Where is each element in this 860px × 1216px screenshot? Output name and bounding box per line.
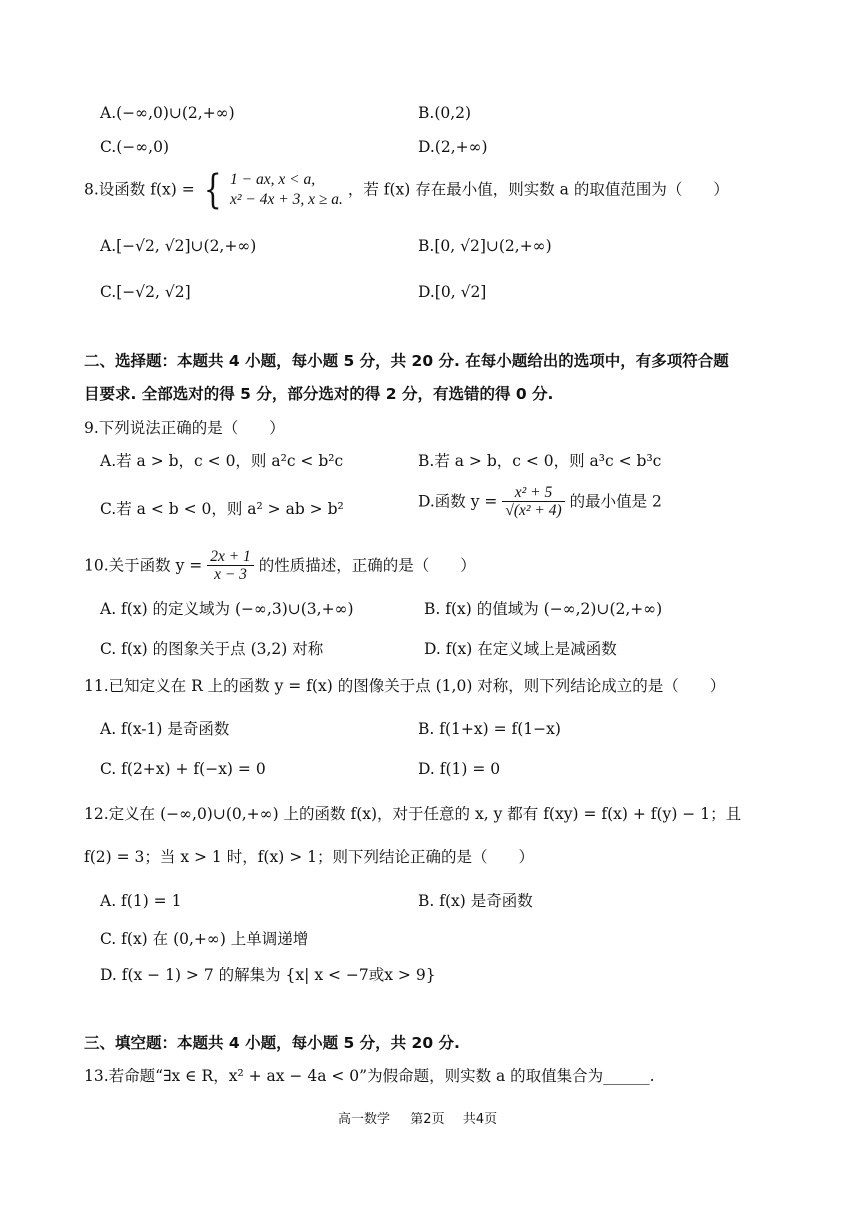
q8-piecewise: [230, 170, 343, 210]
q10-option-a: A. f(x) 的定义域为 (−∞,3)∪(3,+∞): [100, 600, 354, 618]
q9-option-c: C.若 a < b < 0，则 a² > ab > b²: [100, 500, 344, 518]
q8-case-2: x² − 4x + 3, x ≥ a.: [230, 191, 343, 209]
q12-option-c: C. f(x) 在 (0,+∞) 上单调递增: [100, 930, 309, 948]
q8-option-b: B.[0, √2]∪(2,+∞): [418, 237, 552, 255]
q8-prefix: 8.设函数 f(x) =: [84, 180, 195, 199]
q10-numerator: 2x + 1: [207, 548, 254, 566]
q10-prefix: 10.关于函数 y =: [84, 556, 203, 575]
q8-option-d: D.[0, √2]: [418, 283, 487, 301]
section2-heading-line1: 二、选择题：本题共 4 小题，每小题 5 分，共 20 分. 在每小题给出的选项中，有多项符合题: [84, 352, 729, 370]
q7-option-a: A.(−∞,0)∪(2,+∞): [100, 104, 235, 122]
q9-d-fraction: [502, 484, 564, 520]
brace-icon: {: [203, 167, 222, 214]
q11-option-b: B. f(1+x) = f(1−x): [418, 720, 561, 738]
q10-fraction: [207, 548, 254, 584]
q7-option-d: D.(2,+∞): [418, 138, 488, 156]
page-footer: [338, 1112, 497, 1128]
q10-option-d: D. f(x) 在定义域上是减函数: [424, 640, 617, 658]
q7-option-b: B.(0,2): [418, 104, 472, 122]
q8-option-c: C.[−√2, √2]: [100, 283, 191, 301]
q13-stem: 13.若命题“∃x ∈ R，x² + ax − 4a < 0”为假命题，则实数 a 的取值集合为______.: [84, 1067, 655, 1085]
footer-total-pages: 共4页: [462, 1112, 498, 1127]
q9-d-prefix: D.函数 y =: [418, 492, 498, 511]
q10-denominator: x − 3: [214, 566, 247, 584]
q10-option-b: B. f(x) 的值域为 (−∞,2)∪(2,+∞): [424, 600, 663, 618]
q8-suffix: ，若 f(x) 存在最小值，则实数 a 的取值范围为（ ）: [347, 180, 729, 199]
q8-stem: [84, 167, 729, 214]
q8-option-a: A.[−√2, √2]∪(2,+∞): [100, 237, 257, 255]
q7-option-c: C.(−∞,0): [100, 138, 170, 156]
q10-stem: [84, 548, 476, 584]
q9-stem: 9.下列说法正确的是（ ）: [84, 419, 285, 437]
q12-option-b: B. f(x) 是奇函数: [418, 892, 533, 910]
q11-option-c: C. f(2+x) + f(−x) = 0: [100, 760, 266, 778]
q12-option-a: A. f(1) = 1: [100, 892, 182, 910]
q11-stem: 11.已知定义在 R 上的函数 y = f(x) 的图像关于点 (1,0) 对称，则下列结论成立的是（ ）: [84, 677, 726, 695]
q9-d-denominator: √(x² + 4): [505, 502, 562, 520]
footer-subject: 高一数学: [338, 1112, 391, 1127]
q9-option-a: A.若 a > b，c < 0，则 a²c < b²c: [100, 452, 344, 470]
q10-option-c: C. f(x) 的图象关于点 (3,2) 对称: [100, 640, 324, 658]
q12-stem-line2: f(2) = 3；当 x > 1 时，f(x) > 1；则下列结论正确的是（ ）: [84, 848, 534, 866]
q12-stem-line1: 12.定义在 (−∞,0)∪(0,+∞) 上的函数 f(x)，对于任意的 x, y 都有 f(xy) = f(x) + f(y) − 1；且: [84, 805, 742, 823]
q9-option-d: [418, 484, 662, 520]
q9-d-suffix: 的最小值是 2: [569, 492, 662, 511]
q9-d-numerator: x² + 5: [502, 484, 564, 502]
section2-heading-line2: 目要求. 全部选对的得 5 分，部分选对的得 2 分，有选错的得 0 分.: [84, 385, 554, 403]
q11-option-a: A. f(x-1) 是奇函数: [100, 720, 230, 738]
q12-option-d: D. f(x − 1) > 7 的解集为 {x| x < −7或x > 9}: [100, 966, 436, 984]
footer-page-number: 第2页: [410, 1112, 445, 1127]
q9-option-b: B.若 a > b，c < 0，则 a³c < b³c: [418, 452, 662, 470]
q10-suffix: 的性质描述，正确的是（ ）: [258, 556, 476, 575]
section3-heading: 三、填空题：本题共 4 小题，每小题 5 分，共 20 分.: [84, 1034, 460, 1052]
q11-option-d: D. f(1) = 0: [418, 760, 501, 778]
q8-case-1: 1 − ax, x < a,: [230, 171, 316, 188]
